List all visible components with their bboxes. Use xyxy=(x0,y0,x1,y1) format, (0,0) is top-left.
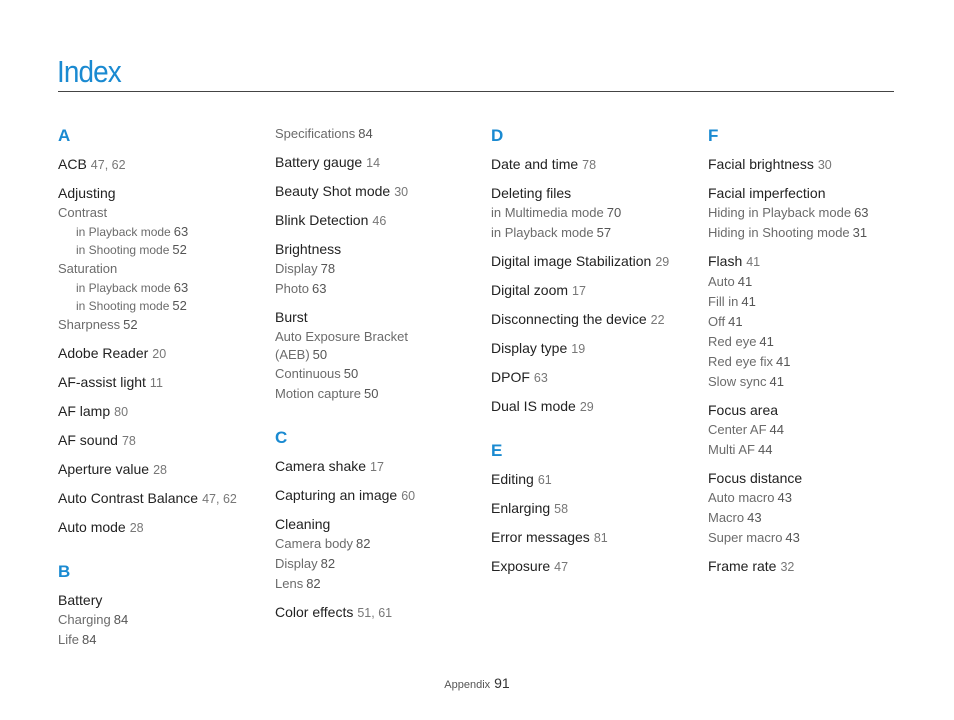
entry-page[interactable]: 58 xyxy=(554,502,569,516)
index-entry-frame-rate[interactable] xyxy=(708,556,918,577)
entry-label: Super macro xyxy=(708,530,783,545)
entry-label: Focus distance xyxy=(708,470,803,486)
index-entry-af-lamp[interactable] xyxy=(58,401,268,422)
entry-page[interactable]: 32 xyxy=(780,560,795,574)
sub-entry-flash-slow-sync[interactable] xyxy=(708,372,918,392)
index-entry-battery-gauge[interactable] xyxy=(275,152,485,173)
entry-page[interactable]: 47 xyxy=(554,560,569,574)
sub-entry-saturation-shooting[interactable] xyxy=(58,297,268,315)
entry-label: Specifications xyxy=(275,126,356,141)
entry-label: Blink Detection xyxy=(275,212,369,228)
section-letter-f: F xyxy=(708,126,719,145)
entry-label: Multi AF xyxy=(708,442,755,457)
entry-page[interactable]: 61 xyxy=(537,473,552,487)
entry-label: DPOF xyxy=(491,369,530,385)
entry-page[interactable]: 44 xyxy=(757,442,773,457)
entry-label: Display type xyxy=(491,340,568,356)
entry-page[interactable]: 19 xyxy=(571,342,586,356)
entry-label: Auto Exposure Bracket (AEB) xyxy=(275,329,408,362)
entry-pages[interactable]: 47, 62 xyxy=(90,158,126,172)
sub-entry-flash-off[interactable] xyxy=(708,312,918,332)
entry-pages[interactable]: 47, 62 xyxy=(202,492,237,506)
entry-page[interactable]: 57 xyxy=(596,225,612,240)
sub-entry-sharpness[interactable] xyxy=(58,315,268,335)
index-entry-battery xyxy=(58,590,268,610)
sub-entry-saturation: Saturation xyxy=(58,261,118,276)
entry-label: Off xyxy=(708,314,726,329)
entry-label: Beauty Shot mode xyxy=(275,183,391,199)
entry-label: Cleaning xyxy=(275,516,331,532)
entry-page[interactable]: 28 xyxy=(153,463,167,477)
entry-label: Digital zoom xyxy=(491,282,569,298)
entry-page[interactable]: 29 xyxy=(579,400,594,414)
sub-entry-flash-red-eye-fix[interactable] xyxy=(708,352,918,372)
index-entry-beauty-shot[interactable] xyxy=(275,181,485,202)
entry-page[interactable]: 63 xyxy=(854,205,869,220)
sub-entry-multi-af[interactable] xyxy=(708,440,918,460)
entry-label: in Playback mode xyxy=(491,225,594,240)
entry-label: Life xyxy=(58,632,79,647)
sub-entry-macro[interactable] xyxy=(708,508,918,528)
index-entry-acb[interactable] xyxy=(58,154,268,175)
index-entry-color-effects[interactable] xyxy=(275,602,485,623)
entry-page[interactable]: 14 xyxy=(366,156,381,170)
index-entry-facial-brightness[interactable] xyxy=(708,154,918,175)
entry-page[interactable]: 30 xyxy=(817,158,832,172)
entry-label: in Playback mode xyxy=(76,225,171,239)
sub-entry-contrast-playback[interactable] xyxy=(58,223,268,241)
section-letter-b: B xyxy=(58,562,71,581)
index-entry-adjusting xyxy=(58,183,268,203)
index-entry-cleaning xyxy=(275,514,485,534)
entry-label: Disconnecting the device xyxy=(491,311,647,327)
sub-entry-flash-red-eye[interactable] xyxy=(708,332,918,352)
entry-page[interactable]: 43 xyxy=(747,510,762,525)
entry-page[interactable]: 41 xyxy=(741,294,756,309)
entry-page[interactable]: 63 xyxy=(311,281,327,296)
entry-page[interactable]: 43 xyxy=(777,490,792,505)
entry-page[interactable]: 63 xyxy=(173,224,189,239)
entry-label: Auto Contrast Balance xyxy=(58,490,199,506)
entry-page[interactable]: 84 xyxy=(358,126,373,141)
section-letter-d: D xyxy=(491,126,504,145)
entry-label: AF sound xyxy=(58,432,118,448)
entry-page[interactable]: 22 xyxy=(650,313,665,327)
entry-page[interactable]: 41 xyxy=(728,314,743,329)
entry-label: Hiding in Playback mode xyxy=(708,205,852,220)
entry-page[interactable]: 82 xyxy=(306,576,321,591)
entry-label: Camera shake xyxy=(275,458,367,474)
entry-page[interactable]: 20 xyxy=(152,347,167,361)
page-title: Index xyxy=(57,54,121,89)
entry-page[interactable]: 63 xyxy=(173,280,189,295)
sub-entry-flash-auto[interactable] xyxy=(708,272,918,292)
sub-entry-charging[interactable] xyxy=(58,610,268,630)
index-entry-af-sound[interactable] xyxy=(58,430,268,451)
entry-label: in Shooting mode xyxy=(76,299,170,313)
entry-label: Macro xyxy=(708,510,745,525)
sub-entry-brightness-photo[interactable] xyxy=(275,279,485,299)
index-entry-flash[interactable] xyxy=(708,251,918,272)
footer-section: Appendix xyxy=(444,679,491,691)
index-entry-focus-area xyxy=(708,400,918,420)
entry-label: Auto macro xyxy=(708,490,775,505)
entry-page[interactable]: 31 xyxy=(852,225,868,240)
entry-label: Color effects xyxy=(275,604,354,620)
index-column-4 xyxy=(708,124,918,577)
sub-entry-brightness-display[interactable] xyxy=(275,259,485,279)
entry-page[interactable]: 44 xyxy=(769,422,784,437)
index-entry-brightness xyxy=(275,239,485,259)
entry-label: Red eye xyxy=(708,334,757,349)
entry-page[interactable]: 84 xyxy=(81,632,97,647)
entry-page[interactable]: 82 xyxy=(356,536,371,551)
sub-entry-aeb[interactable] xyxy=(275,328,425,364)
index-entry-digital-zoom[interactable] xyxy=(491,280,701,301)
index-entry-dpof[interactable] xyxy=(491,367,701,388)
index-entry-af-assist[interactable] xyxy=(58,372,268,393)
sub-entry-camera-body[interactable] xyxy=(275,534,485,554)
entry-label: Focus area xyxy=(708,402,779,418)
entry-label: Digital image Stabilization xyxy=(491,253,652,269)
entry-page[interactable]: 41 xyxy=(746,255,761,269)
index-entry-date-time[interactable] xyxy=(491,154,701,175)
entry-page[interactable]: 50 xyxy=(343,366,359,381)
entry-page[interactable]: 60 xyxy=(401,489,416,503)
page-footer xyxy=(0,675,954,691)
entry-label: Battery gauge xyxy=(275,154,363,170)
entry-label: Battery xyxy=(58,592,103,608)
entry-label: Motion capture xyxy=(275,386,361,401)
entry-label: Display xyxy=(275,556,318,571)
entry-label: Continuous xyxy=(275,366,341,381)
sub-entry-del-playback[interactable] xyxy=(491,223,701,243)
entry-label: Camera body xyxy=(275,536,354,551)
entry-page[interactable]: 30 xyxy=(394,185,409,199)
entry-label: Date and time xyxy=(491,156,579,172)
index-entry-auto-mode[interactable] xyxy=(58,517,268,538)
sub-entry-flash-fill-in[interactable] xyxy=(708,292,918,312)
entry-page[interactable]: 50 xyxy=(312,347,328,362)
sub-entry-contrast-shooting[interactable] xyxy=(58,241,268,259)
entry-page[interactable]: 41 xyxy=(737,274,753,289)
entry-page[interactable]: 52 xyxy=(123,317,138,332)
entry-page[interactable]: 78 xyxy=(320,261,336,276)
entry-label: Auto mode xyxy=(58,519,126,535)
index-entry-auto-contrast[interactable] xyxy=(58,488,268,509)
entry-page[interactable]: 63 xyxy=(533,371,548,385)
entry-page[interactable]: 41 xyxy=(776,354,791,369)
index-column-1 xyxy=(58,124,268,650)
sub-entry-life[interactable] xyxy=(58,630,268,650)
entry-page[interactable]: 43 xyxy=(785,530,800,545)
entry-page[interactable]: 17 xyxy=(370,460,384,474)
entry-page[interactable]: 70 xyxy=(606,205,622,220)
sub-entry-del-multimedia[interactable] xyxy=(491,203,701,223)
entry-page[interactable]: 81 xyxy=(593,531,608,545)
index-entry-facial-imperfection xyxy=(708,183,918,203)
index-entry-dual-is[interactable] xyxy=(491,396,701,417)
entry-label: Brightness xyxy=(275,241,342,257)
entry-label: Fill in xyxy=(708,294,739,309)
entry-page[interactable]: 41 xyxy=(769,374,784,389)
entry-label: Exposure xyxy=(491,558,551,574)
entry-page[interactable]: 78 xyxy=(582,158,597,172)
entry-label: Photo xyxy=(275,281,309,296)
entry-label: Aperture value xyxy=(58,461,150,477)
entry-page[interactable]: 17 xyxy=(572,284,586,298)
entry-label: Flash xyxy=(708,253,743,269)
sub-entry-continuous[interactable] xyxy=(275,364,485,384)
entry-label: Enlarging xyxy=(491,500,551,516)
entry-label: Frame rate xyxy=(708,558,777,574)
entry-page[interactable]: 50 xyxy=(364,386,379,401)
entry-page[interactable]: 80 xyxy=(114,405,129,419)
entry-label: Burst xyxy=(275,309,308,325)
sub-entry-contrast: Contrast xyxy=(58,205,108,220)
index-entry-focus-distance xyxy=(708,468,918,488)
sub-entry-super-macro[interactable] xyxy=(708,528,918,548)
entry-label: in Shooting mode xyxy=(76,243,170,257)
entry-label: Auto xyxy=(708,274,735,289)
entry-label: Charging xyxy=(58,612,111,627)
sub-entry-hiding-shooting[interactable] xyxy=(708,223,918,243)
index-entry-burst xyxy=(275,307,485,327)
entry-label: in Multimedia mode xyxy=(491,205,604,220)
entry-label: AF-assist light xyxy=(58,374,146,390)
index-entry-exposure[interactable] xyxy=(491,556,701,577)
entry-page[interactable]: 82 xyxy=(320,556,336,571)
entry-label: Sharpness xyxy=(58,317,121,332)
index-entry-display-type[interactable] xyxy=(491,338,701,359)
index-column-3 xyxy=(491,124,701,577)
sub-entry-cleaning-display[interactable] xyxy=(275,554,485,574)
index-entry-blink-detection[interactable] xyxy=(275,210,485,231)
entry-label: Lens xyxy=(275,576,304,591)
entry-pages[interactable]: 51, 61 xyxy=(357,606,393,620)
entry-page[interactable]: 84 xyxy=(113,612,129,627)
sub-entry-center-af[interactable] xyxy=(708,420,918,440)
index-entry-adobe-reader[interactable] xyxy=(58,343,268,364)
footer-page-number: 91 xyxy=(494,675,510,691)
index-entry-error-messages[interactable] xyxy=(491,527,701,548)
entry-page[interactable]: 29 xyxy=(655,255,670,269)
entry-label: Adobe Reader xyxy=(58,345,149,361)
entry-page[interactable]: 52 xyxy=(172,298,187,313)
sub-entry-hiding-playback[interactable] xyxy=(708,203,918,223)
index-entry-enlarging[interactable] xyxy=(491,498,701,519)
entry-page[interactable]: 11 xyxy=(149,376,163,390)
index-entry-deleting xyxy=(491,183,701,203)
title-rule xyxy=(58,91,894,92)
entry-label: in Playback mode xyxy=(76,281,171,295)
section-letter-a: A xyxy=(58,126,71,145)
sub-entry-specifications[interactable] xyxy=(275,124,485,144)
entry-label: Error messages xyxy=(491,529,590,545)
entry-label: Dual IS mode xyxy=(491,398,576,414)
entry-page[interactable]: 41 xyxy=(759,334,774,349)
entry-label: Hiding in Shooting mode xyxy=(708,225,850,240)
entry-label: Adjusting xyxy=(58,185,116,201)
entry-label: Display xyxy=(275,261,318,276)
index-entry-capturing[interactable] xyxy=(275,485,485,506)
entry-page[interactable]: 52 xyxy=(172,242,187,257)
entry-label: ACB xyxy=(58,156,87,172)
section-letter-e: E xyxy=(491,441,503,460)
entry-label: Editing xyxy=(491,471,534,487)
entry-label: Facial brightness xyxy=(708,156,814,172)
sub-entry-lens[interactable] xyxy=(275,574,485,594)
index-column-2 xyxy=(275,124,485,623)
sub-entry-motion-capture[interactable] xyxy=(275,384,485,404)
index-entry-camera-shake[interactable] xyxy=(275,456,485,477)
entry-label: Center AF xyxy=(708,422,767,437)
sub-entry-auto-macro[interactable] xyxy=(708,488,918,508)
entry-page[interactable]: 46 xyxy=(372,214,387,228)
entry-page[interactable]: 78 xyxy=(121,434,136,448)
entry-label: Slow sync xyxy=(708,374,767,389)
index-entry-disconnecting[interactable] xyxy=(491,309,701,330)
sub-entry-saturation-playback[interactable] xyxy=(58,279,268,297)
entry-page[interactable]: 28 xyxy=(129,521,144,535)
index-entry-dis[interactable] xyxy=(491,251,701,272)
entry-label: Red eye fix xyxy=(708,354,774,369)
section-letter-c: C xyxy=(275,428,288,447)
entry-label: Deleting files xyxy=(491,185,572,201)
entry-label: AF lamp xyxy=(58,403,111,419)
index-entry-aperture[interactable] xyxy=(58,459,268,480)
index-entry-editing[interactable] xyxy=(491,469,701,490)
entry-label: Facial imperfection xyxy=(708,185,826,201)
entry-label: Capturing an image xyxy=(275,487,398,503)
